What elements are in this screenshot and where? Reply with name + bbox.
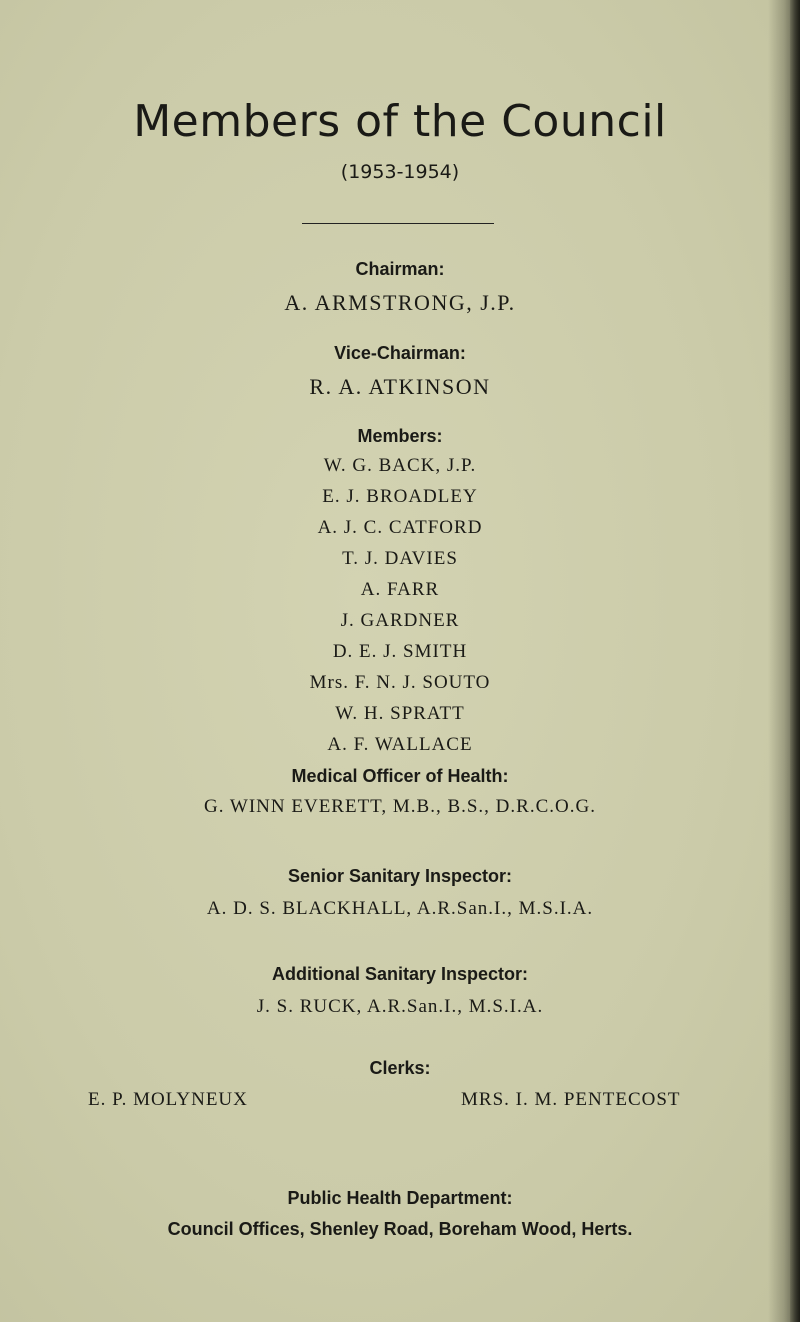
member-name: J. GARDNER (340, 610, 460, 631)
department-heading: Public Health Department: (287, 1188, 513, 1208)
senior-sanitary-inspector-heading: Senior Sanitary Inspector: (287, 866, 513, 886)
vice-chairman-heading: Vice-Chairman: (334, 343, 466, 363)
senior-sanitary-inspector-name: A. D. S. BLACKHALL, A.R.San.I., M.S.I.A. (206, 898, 594, 919)
member-name: A. F. WALLACE (327, 734, 473, 755)
chairman-name: A. ARMSTRONG, J.P. (284, 290, 516, 315)
title-divider (302, 223, 494, 224)
member-name: E. J. BROADLEY (322, 486, 478, 507)
member-name: W. H. SPRATT (335, 703, 465, 724)
members-list (0, 450, 800, 760)
page-title: Members of the Council (133, 96, 667, 147)
vice-chairman-name: R. A. ATKINSON (309, 374, 491, 399)
clerk-name-left: E. P. MOLYNEUX (88, 1089, 248, 1110)
department-address: Council Offices, Shenley Road, Boreham Wood, Herts. (167, 1219, 633, 1239)
member-name: A. FARR (360, 579, 440, 600)
member-name: Mrs. F. N. J. SOUTO (309, 672, 491, 693)
medical-officer-name: G. WINN EVERETT, M.B., B.S., D.R.C.O.G. (204, 796, 596, 817)
clerks-heading: Clerks: (369, 1058, 431, 1078)
member-name: W. G. BACK, J.P. (323, 455, 477, 476)
additional-sanitary-inspector-name: J. S. RUCK, A.R.San.I., M.S.I.A. (256, 996, 544, 1017)
period-label: (1953-1954) (340, 161, 460, 183)
members-heading: Members: (357, 426, 443, 446)
member-name: A. J. C. CATFORD (317, 517, 483, 538)
medical-officer-heading: Medical Officer of Health: (291, 766, 509, 786)
additional-sanitary-inspector-heading: Additional Sanitary Inspector: (271, 964, 529, 984)
clerk-name-right: MRS. I. M. PENTECOST (461, 1089, 681, 1110)
member-name: D. E. J. SMITH (332, 641, 468, 662)
member-name: T. J. DAVIES (342, 548, 458, 569)
chairman-heading: Chairman: (355, 259, 445, 279)
